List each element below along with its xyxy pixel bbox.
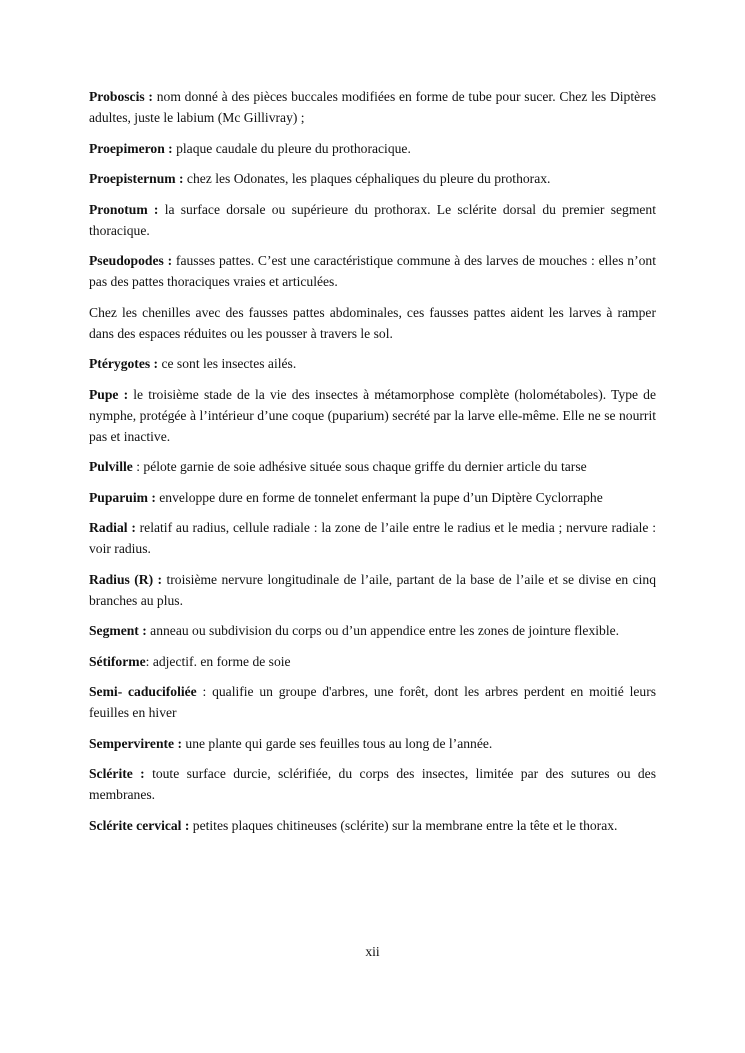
glossary-term: Puparuim bbox=[89, 489, 148, 505]
glossary-entry bbox=[89, 763, 656, 805]
glossary-term: Ptérygotes bbox=[89, 356, 151, 371]
glossary-term: Pulville bbox=[89, 459, 133, 474]
term-separator: : bbox=[138, 623, 151, 638]
glossary-entry bbox=[89, 620, 656, 641]
glossary-term: Proepisternum bbox=[89, 171, 176, 186]
term-separator: : bbox=[164, 140, 177, 156]
glossary-entry bbox=[89, 250, 656, 292]
glossary-entry bbox=[89, 353, 656, 374]
glossary-term: Pronotum bbox=[89, 201, 148, 217]
term-separator: : bbox=[118, 386, 134, 402]
glossary-term: Sclérite cervical bbox=[89, 817, 182, 833]
glossary-term: Sétiforme bbox=[89, 653, 146, 669]
glossary-entry bbox=[89, 456, 656, 477]
glossary-term: Sempervirente bbox=[89, 735, 175, 751]
glossary-definition: troisième nervure longitudinale de l’aile, partant de la base de l’aile et se divise en cinq branches au plus. bbox=[89, 571, 657, 608]
glossary-term: Proepimeron bbox=[89, 140, 165, 156]
glossary-term: Pupe bbox=[89, 386, 119, 402]
page-number: xii bbox=[365, 944, 380, 959]
glossary-definition: enveloppe dure en forme de tonnelet enfermant la pupe d’un Diptère Cyclorraphe bbox=[159, 489, 603, 505]
term-separator: : bbox=[163, 253, 176, 268]
glossary-term: Pseudopodes bbox=[89, 253, 164, 268]
term-separator: : bbox=[132, 766, 153, 781]
glossary-definition: la surface dorsale ou supérieure du prothorax. Le sclérite dorsal du premier segment thoracique. bbox=[89, 201, 656, 238]
glossary-term: Segment bbox=[89, 623, 139, 638]
term-separator: : bbox=[147, 201, 165, 217]
term-separator: : bbox=[145, 653, 153, 669]
glossary-term: Proboscis bbox=[89, 89, 145, 104]
glossary-entry bbox=[89, 86, 656, 128]
glossary-entry bbox=[89, 651, 656, 672]
term-separator: : bbox=[153, 571, 167, 587]
glossary-definition: toute surface durcie, sclérifiée, du corps des insectes, limitée par des sutures ou des membranes. bbox=[89, 766, 656, 802]
glossary-definition: fausses pattes. C’est une caractéristique commune à des larves de mouches : elles n’ont pas des pattes thoraciques vraies et articulées. bbox=[89, 253, 656, 289]
glossary-entries bbox=[89, 86, 656, 836]
glossary-definition: anneau ou subdivision du corps ou d’un appendice entre les zones de jointure flexible. bbox=[150, 623, 620, 638]
glossary-definition: pélote garnie de soie adhésive située sous chaque griffe du dernier article du tarse bbox=[143, 459, 587, 474]
term-separator: : bbox=[132, 459, 144, 474]
glossary-definition: nom donné à des pièces buccales modifiées en forme de tube pour sucer. Chez les Diptères adultes, juste le labium (Mc Gillivray) ; bbox=[89, 89, 656, 125]
glossary-entry bbox=[89, 733, 656, 754]
term-separator: : bbox=[127, 520, 140, 535]
glossary-entry bbox=[89, 199, 656, 241]
glossary-definition: qualifie un groupe d'arbres, une forêt, dont les arbres perdent en moitié leurs feuilles en hiver bbox=[89, 684, 657, 720]
term-separator: : bbox=[147, 489, 160, 505]
glossary-entry bbox=[89, 681, 656, 723]
glossary-term: Sclérite bbox=[89, 766, 133, 781]
glossary-definition: plaque caudale du pleure du prothoracique. bbox=[176, 140, 411, 156]
glossary-entry bbox=[89, 168, 656, 189]
glossary-definition: le troisième stade de la vie des insectes à métamorphose complète (holométaboles). Type de nymphe, protégée à l’intérieur d’une coque (puparium) secrété par la larve elle-même. Elle ne se nourrit pas et inactive. bbox=[89, 386, 656, 444]
glossary-definition: petites plaques chitineuses (sclérite) sur la membrane entre la tête et le thorax. bbox=[192, 817, 618, 833]
glossary-definition: une plante qui garde ses feuilles tous au long de l’année. bbox=[185, 735, 493, 751]
glossary-definition: chez les Odonates, les plaques céphaliques du pleure du prothorax. bbox=[186, 171, 551, 186]
term-separator: : bbox=[175, 171, 187, 186]
glossary-page bbox=[89, 86, 656, 845]
glossary-entry bbox=[89, 384, 656, 447]
glossary-entry bbox=[89, 569, 656, 611]
term-separator: : bbox=[196, 684, 213, 699]
glossary-definition: Chez les chenilles avec des fausses pattes abdominales, ces fausses pattes aident les larves à ramper dans des espaces réduites ou les pousser à travers le sol. bbox=[89, 304, 656, 341]
glossary-definition: relatif au radius, cellule radiale : la zone de l’aile entre le radius et le media ; nervure radiale : voir radius. bbox=[89, 520, 656, 556]
glossary-definition: ce sont les insectes ailés. bbox=[161, 356, 297, 371]
glossary-entry bbox=[89, 138, 656, 159]
glossary-term: Radius (R) bbox=[89, 571, 154, 587]
glossary-term: Radial bbox=[89, 520, 128, 535]
term-separator: : bbox=[150, 356, 162, 371]
glossary-term: Semi- caducifoliée bbox=[89, 684, 197, 699]
term-separator: : bbox=[174, 735, 186, 751]
glossary-entry bbox=[89, 487, 656, 508]
glossary-entry bbox=[89, 517, 656, 559]
glossary-definition: adjectif. en forme de soie bbox=[152, 653, 291, 669]
glossary-entry bbox=[89, 815, 656, 836]
glossary-entry bbox=[89, 302, 656, 344]
term-separator: : bbox=[181, 817, 193, 833]
term-separator: : bbox=[144, 89, 157, 104]
